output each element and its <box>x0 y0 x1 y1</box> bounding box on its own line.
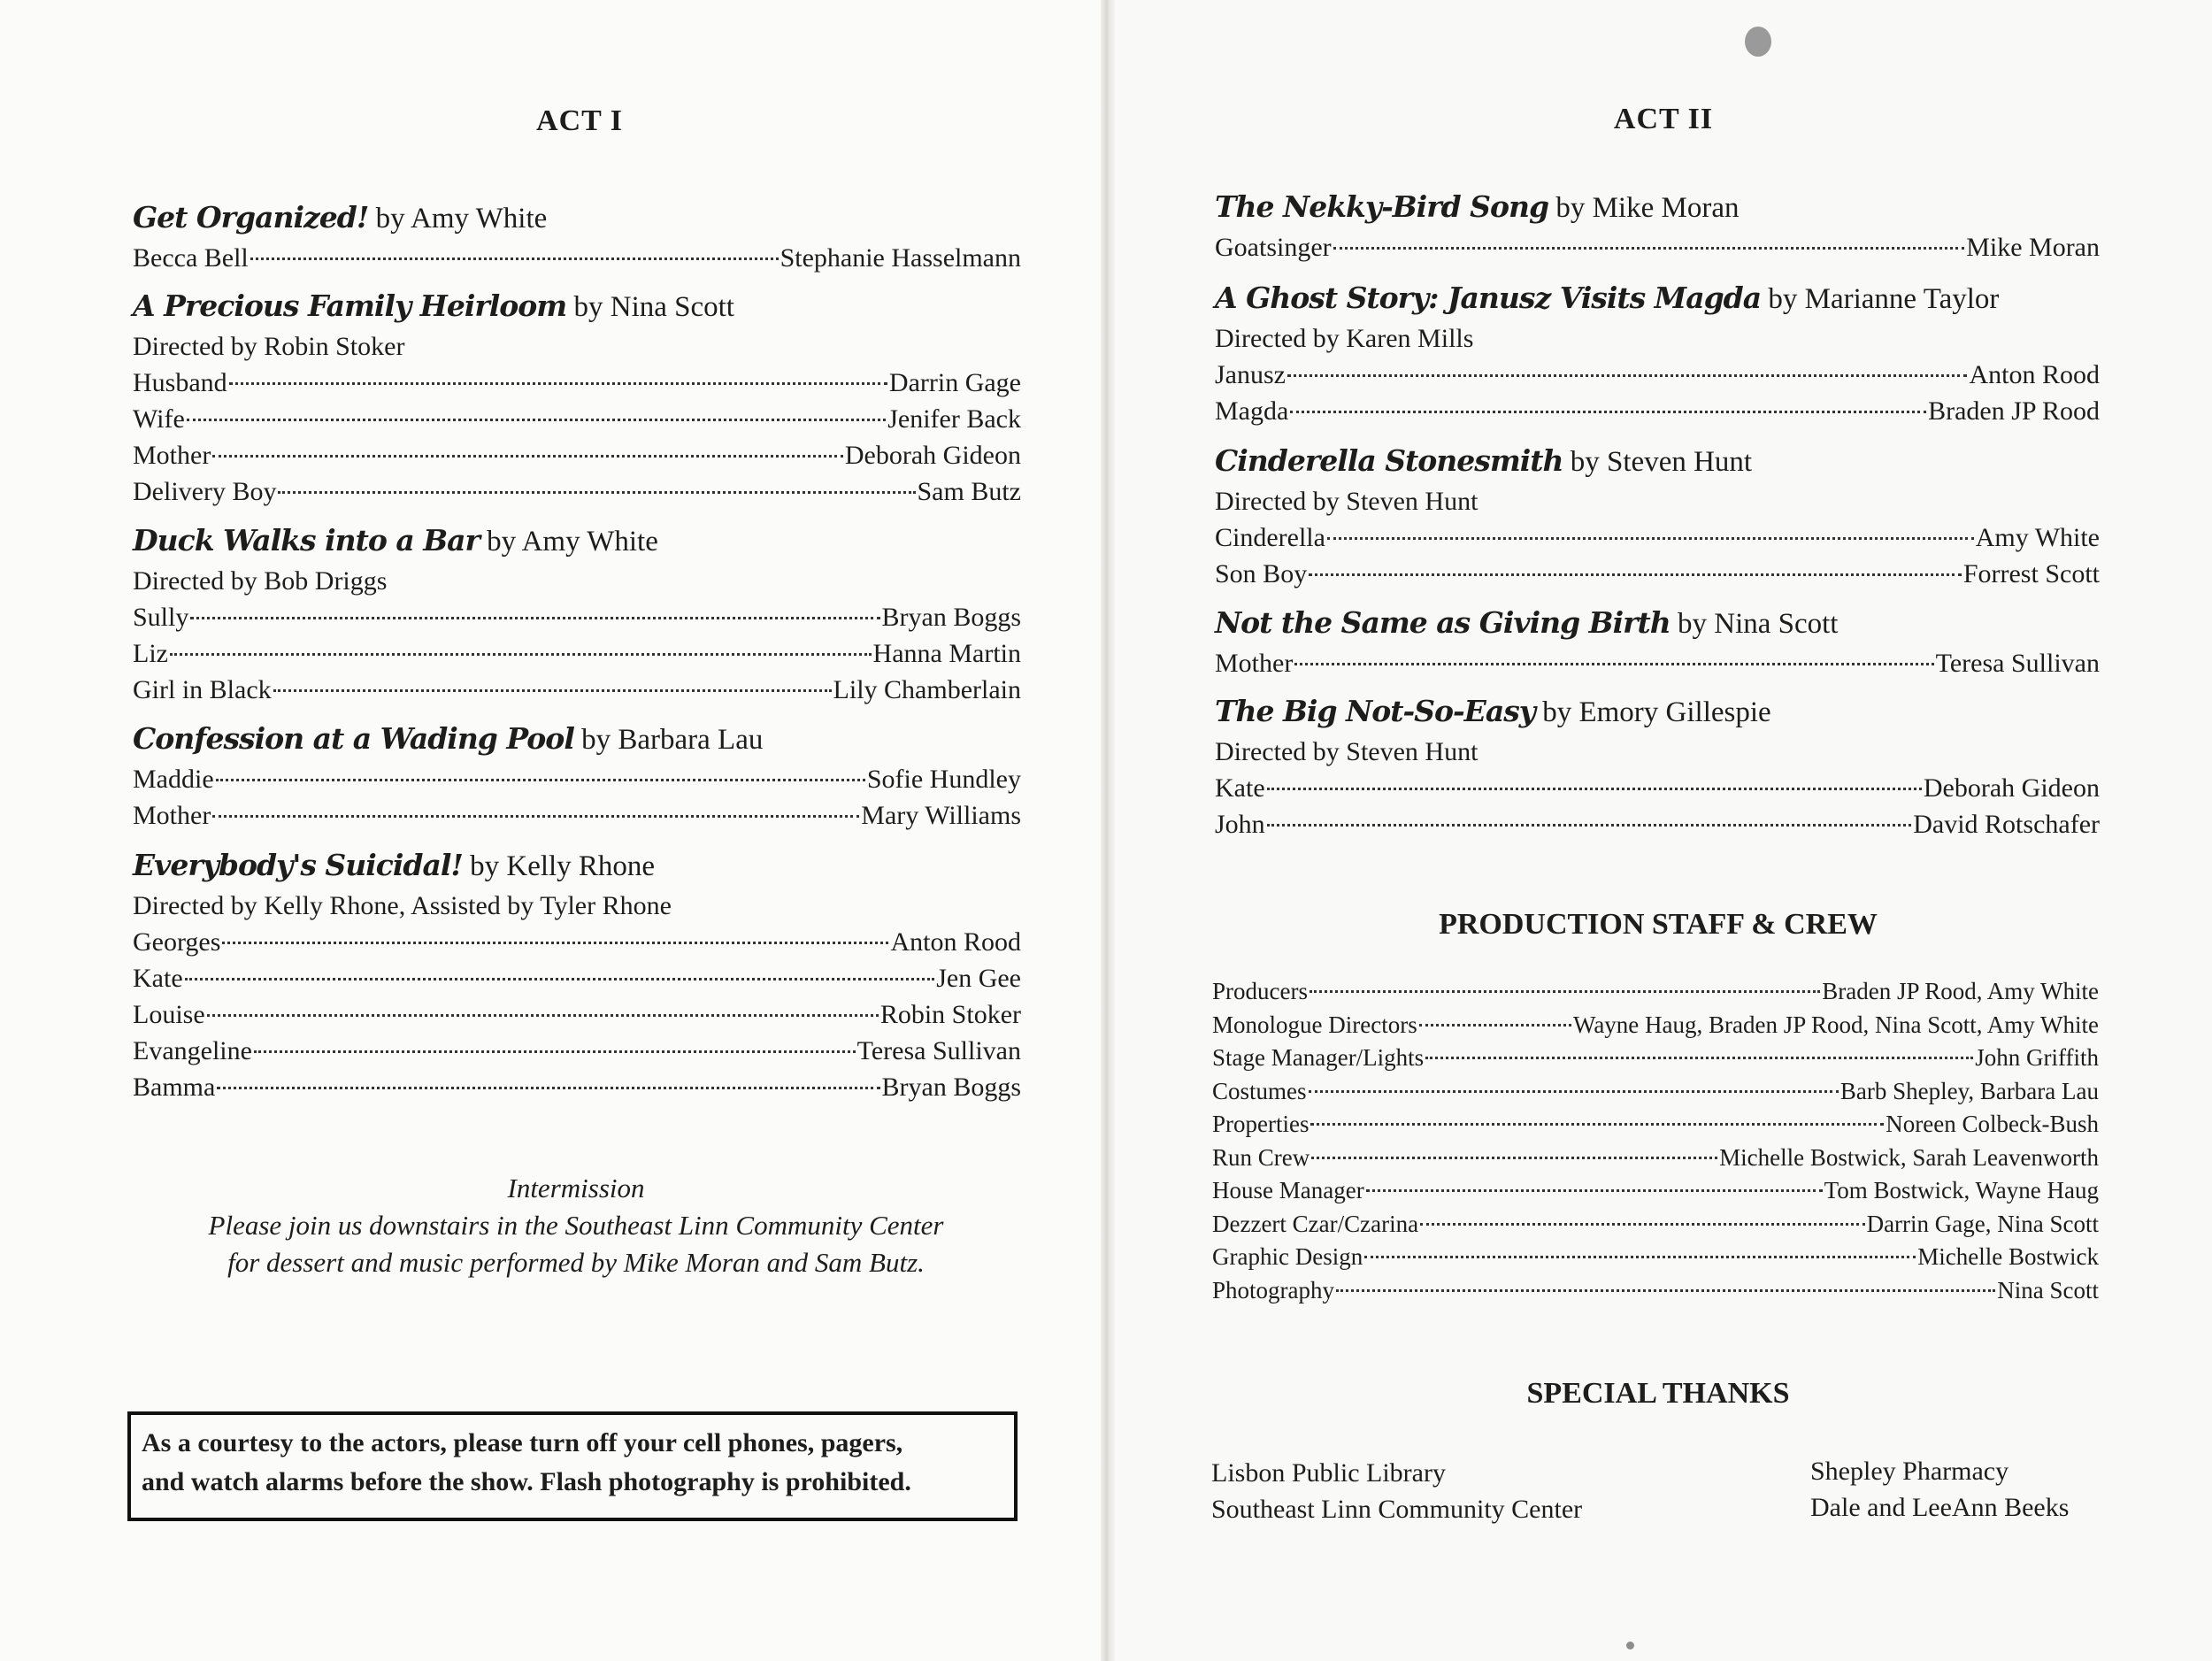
cast-actor: Lily Chamberlain <box>833 675 1021 704</box>
play-title: Get Organized! <box>133 200 369 235</box>
act-1-title: ACT I <box>536 104 623 137</box>
director-credit: Directed by Steven Hunt <box>1215 737 1479 766</box>
cast-row <box>133 996 1021 1033</box>
play-title: The Nekky-Bird Song <box>1215 189 1549 224</box>
cast-row <box>133 365 1021 401</box>
director-credit: Directed by Steven Hunt <box>1215 487 1479 516</box>
staff-names: Wayne Haug, Braden JP Rood, Nina Scott, Amy White <box>1573 1011 2099 1038</box>
dot-leader <box>1425 1057 1973 1059</box>
cast-actor: Braden JP Rood <box>1928 396 2100 426</box>
intermission-line-1: Please join us downstairs in the Southeast Linn Community Center <box>208 1210 944 1241</box>
cast-role: Bamma <box>133 1073 216 1102</box>
cast-row <box>1215 645 2100 681</box>
cast-role: Evangeline <box>133 1036 252 1065</box>
cast-role: Sully <box>133 603 189 632</box>
cast-actor: Anton Rood <box>890 927 1021 957</box>
play-block <box>133 718 1021 834</box>
dot-leader <box>212 815 859 818</box>
dot-leader <box>273 689 832 692</box>
cast-actor: Darrin Gage <box>888 368 1021 397</box>
play-author: by Amy White <box>368 203 548 235</box>
dot-leader <box>190 617 879 619</box>
play-author: by Mike Moran <box>1548 192 1740 224</box>
special-thanks-right-column <box>1810 1453 2069 1526</box>
staff-role: Dezzert Czar/Czarina <box>1212 1210 1419 1237</box>
dot-leader <box>1267 824 1912 827</box>
cast-row <box>133 1069 1021 1105</box>
play-title: Confession at a Wading Pool <box>133 721 574 756</box>
staff-role: Properties <box>1212 1111 1310 1137</box>
cast-actor: Sofie Hundley <box>866 765 1021 794</box>
dot-leader <box>1311 1157 1717 1159</box>
cast-role: Cinderella <box>1215 523 1325 552</box>
cast-row <box>1215 556 2100 592</box>
cast-role: Georges <box>133 927 221 957</box>
director-credit: Directed by Robin Stoker <box>133 332 405 361</box>
dot-leader <box>216 779 865 781</box>
cast-role: Mother <box>133 441 211 470</box>
dot-leader <box>1420 1223 1864 1226</box>
dot-leader <box>1290 411 1926 413</box>
dot-leader <box>185 978 935 980</box>
special-thanks-item: Southeast Linn Community Center <box>1211 1495 1583 1524</box>
staff-role: House Manager <box>1212 1177 1364 1203</box>
play-block <box>1215 277 2100 429</box>
cast-actor: Robin Stoker <box>879 1000 1021 1029</box>
cast-actor: Anton Rood <box>1969 360 2100 389</box>
staff-role: Photography <box>1212 1276 1334 1303</box>
staff-role: Producers <box>1212 978 1308 1004</box>
cast-actor: Bryan Boggs <box>881 603 1021 632</box>
play-author: by Kelly Rhone <box>462 850 656 882</box>
cast-actor: Teresa Sullivan <box>1935 649 2100 678</box>
play-author: by Nina Scott <box>1670 608 1839 640</box>
staff-names: Barb Shepley, Barbara Lau <box>1839 1077 2099 1104</box>
cast-actor: Bryan Boggs <box>881 1073 1021 1102</box>
staff-names: John Griffith <box>1975 1044 2099 1071</box>
cast-role: Magda <box>1215 396 1289 426</box>
play-block <box>133 844 1021 1105</box>
cast-row <box>1215 806 2100 842</box>
play-author: by Barbara Lau <box>573 724 764 756</box>
dot-leader <box>1364 1256 1916 1258</box>
intermission-title: Intermission <box>507 1173 645 1203</box>
play-author: by Amy White <box>479 526 658 558</box>
cast-actor: Deborah Gideon <box>1923 773 2100 803</box>
play-block <box>1215 690 2100 842</box>
play-heading <box>133 285 1021 328</box>
staff-names: Michelle Bostwick <box>1917 1243 2099 1270</box>
staff-names: Nina Scott <box>1997 1276 2099 1303</box>
cast-row <box>133 797 1021 834</box>
page-fold <box>1101 0 1115 1661</box>
dot-leader <box>254 1050 856 1053</box>
staff-names: Darrin Gage, Nina Scott <box>1866 1210 2099 1237</box>
cast-row <box>133 635 1021 672</box>
play-author: by Steven Hunt <box>1563 446 1753 478</box>
cast-role: Kate <box>133 964 183 993</box>
director-credit: Directed by Bob Driggs <box>133 566 388 596</box>
cast-row <box>133 437 1021 473</box>
staff-role: Run Crew <box>1212 1143 1310 1171</box>
special-thanks-item: Shepley Pharmacy <box>1810 1457 2009 1486</box>
cast-row <box>133 240 1021 276</box>
play-title: A Precious Family Heirloom <box>133 288 567 323</box>
staff-role: Costumes <box>1212 1077 1307 1104</box>
dot-leader <box>1287 374 1968 377</box>
cast-actor: Forrest Scott <box>1962 559 2100 588</box>
cast-row <box>1215 357 2100 393</box>
play-heading <box>133 844 1021 888</box>
cast-row <box>133 599 1021 635</box>
intermission-block <box>131 1170 1021 1281</box>
cast-row <box>1215 519 2100 556</box>
staff-row <box>1212 1042 2099 1075</box>
cast-role: Girl in Black <box>133 675 272 704</box>
director-credit: Directed by Karen Mills <box>1215 324 1474 353</box>
special-thanks-item: Lisbon Public Library <box>1211 1458 1446 1488</box>
courtesy-line-1: As a courtesy to the actors, please turn off your cell phones, pagers, <box>142 1428 903 1457</box>
dot-leader <box>1294 663 1933 665</box>
cast-row <box>133 1033 1021 1069</box>
courtesy-notice-box <box>127 1411 1018 1521</box>
cast-role: Delivery Boy <box>133 477 277 506</box>
dot-leader <box>278 491 915 494</box>
dot-leader <box>170 653 872 656</box>
dot-leader <box>1310 1123 1884 1126</box>
cast-role: Husband <box>133 368 227 397</box>
cast-role: John <box>1215 810 1265 839</box>
dot-leader <box>1267 788 1922 790</box>
cast-row <box>1215 770 2100 806</box>
cast-actor: Jen Gee <box>936 964 1021 993</box>
staff-names: Tom Bostwick, Wayne Haug <box>1824 1177 2099 1203</box>
special-thanks-left-column <box>1211 1455 1582 1527</box>
staff-names: Michelle Bostwick, Sarah Leavenworth <box>1719 1143 2099 1171</box>
cast-role: Son Boy <box>1215 559 1308 588</box>
dot-leader <box>1309 573 1962 576</box>
cast-row <box>133 761 1021 797</box>
cast-row <box>1215 229 2100 265</box>
intermission-line-2: for dessert and music performed by Mike Moran and Sam Butz. <box>227 1247 925 1278</box>
dot-leader <box>1366 1189 1823 1192</box>
dot-leader <box>1309 1090 1839 1093</box>
staff-row <box>1212 1142 2099 1175</box>
play-block <box>1215 440 2100 592</box>
cast-actor: Teresa Sullivan <box>856 1036 1021 1065</box>
production-staff-list <box>1212 975 2099 1307</box>
play-block <box>133 196 1021 276</box>
cast-row <box>133 401 1021 437</box>
cast-role: Louise <box>133 1000 205 1029</box>
dot-leader <box>187 419 886 421</box>
dot-leader <box>212 455 843 458</box>
staff-role: Stage Manager/Lights <box>1212 1044 1425 1071</box>
special-thanks-item: Dale and LeeAnn Beeks <box>1810 1493 2070 1522</box>
staff-row <box>1212 1075 2099 1109</box>
cast-row <box>1215 393 2100 429</box>
dot-leader <box>1336 1289 1995 1292</box>
cast-role: Mother <box>1215 649 1294 678</box>
staff-row <box>1212 1108 2099 1142</box>
cast-row <box>133 473 1021 510</box>
courtesy-line-2: and watch alarms before the show. Flash photography is prohibited. <box>142 1467 911 1496</box>
paper-speck <box>1626 1642 1634 1649</box>
cast-role: Maddie <box>133 765 214 794</box>
cast-actor: Sam Butz <box>917 477 1021 506</box>
cast-actor: David Rotschafer <box>1913 810 2100 839</box>
play-title: The Big Not-So-Easy <box>1215 694 1535 728</box>
play-heading <box>133 519 1021 563</box>
staff-row <box>1212 1174 2099 1208</box>
play-block <box>133 285 1021 510</box>
play-heading <box>1215 440 2100 483</box>
cast-role: Goatsinger <box>1215 233 1332 262</box>
play-heading <box>1215 186 2100 229</box>
cast-actor: Mike Moran <box>1966 233 2100 262</box>
staff-row <box>1212 1241 2099 1274</box>
staff-row <box>1212 1208 2099 1242</box>
cast-actor: Amy White <box>1975 523 2100 552</box>
cast-role: Liz <box>133 639 168 668</box>
play-title: Duck Walks into a Bar <box>133 523 480 558</box>
play-block <box>1215 602 2100 681</box>
staff-role: Graphic Design <box>1212 1243 1363 1270</box>
cast-actor: Hanna Martin <box>872 639 1021 668</box>
dot-leader <box>1419 1024 1571 1027</box>
special-thanks-title: SPECIAL THANKS <box>1526 1377 1790 1410</box>
play-heading <box>1215 690 2100 734</box>
dot-leader <box>217 1087 879 1089</box>
play-author: by Emory Gillespie <box>1534 696 1771 728</box>
play-title: A Ghost Story: Janusz Visits Magda <box>1215 281 1762 315</box>
staff-names: Braden JP Rood, Amy White <box>1822 978 2099 1004</box>
cast-actor: Mary Williams <box>861 801 1021 830</box>
play-title: Everybody's Suicidal! <box>133 848 463 882</box>
dot-leader <box>229 382 887 385</box>
director-credit: Directed by Kelly Rhone, Assisted by Tyler Rhone <box>133 891 672 920</box>
cast-role: Mother <box>133 801 211 830</box>
cast-actor: Stephanie Hasselmann <box>780 243 1021 273</box>
play-title: Cinderella Stonesmith <box>1215 443 1563 478</box>
play-heading <box>133 196 1021 240</box>
play-heading <box>1215 602 2100 645</box>
cast-role: Janusz <box>1215 360 1286 389</box>
staff-row <box>1212 1009 2099 1042</box>
play-title: Not the Same as Giving Birth <box>1215 605 1671 640</box>
play-block <box>1215 186 2100 265</box>
paper-speck <box>1745 27 1771 57</box>
staff-role: Monologue Directors <box>1212 1011 1417 1038</box>
dot-leader <box>1327 537 1974 540</box>
act-2-title: ACT II <box>1613 103 1714 135</box>
dot-leader <box>1333 247 1965 250</box>
cast-row <box>133 924 1021 960</box>
production-staff-title: PRODUCTION STAFF & CREW <box>1439 908 1878 941</box>
dot-leader <box>250 258 779 260</box>
play-block <box>133 519 1021 708</box>
play-author: by Marianne Taylor <box>1761 283 2000 315</box>
play-author: by Nina Scott <box>566 291 734 323</box>
cast-role: Becca Bell <box>133 243 249 273</box>
play-heading <box>1215 277 2100 320</box>
play-heading <box>133 718 1021 761</box>
dot-leader <box>222 942 888 944</box>
cast-actor: Deborah Gideon <box>844 441 1021 470</box>
staff-row <box>1212 1274 2099 1308</box>
cast-row <box>133 672 1021 708</box>
cast-actor: Jenifer Back <box>887 404 1021 434</box>
staff-row <box>1212 975 2099 1009</box>
staff-names: Noreen Colbeck-Bush <box>1886 1111 2099 1137</box>
cast-row <box>133 960 1021 996</box>
dot-leader <box>207 1014 879 1017</box>
dot-leader <box>1310 990 1820 993</box>
cast-role: Wife <box>133 404 185 434</box>
cast-role: Kate <box>1215 773 1265 803</box>
